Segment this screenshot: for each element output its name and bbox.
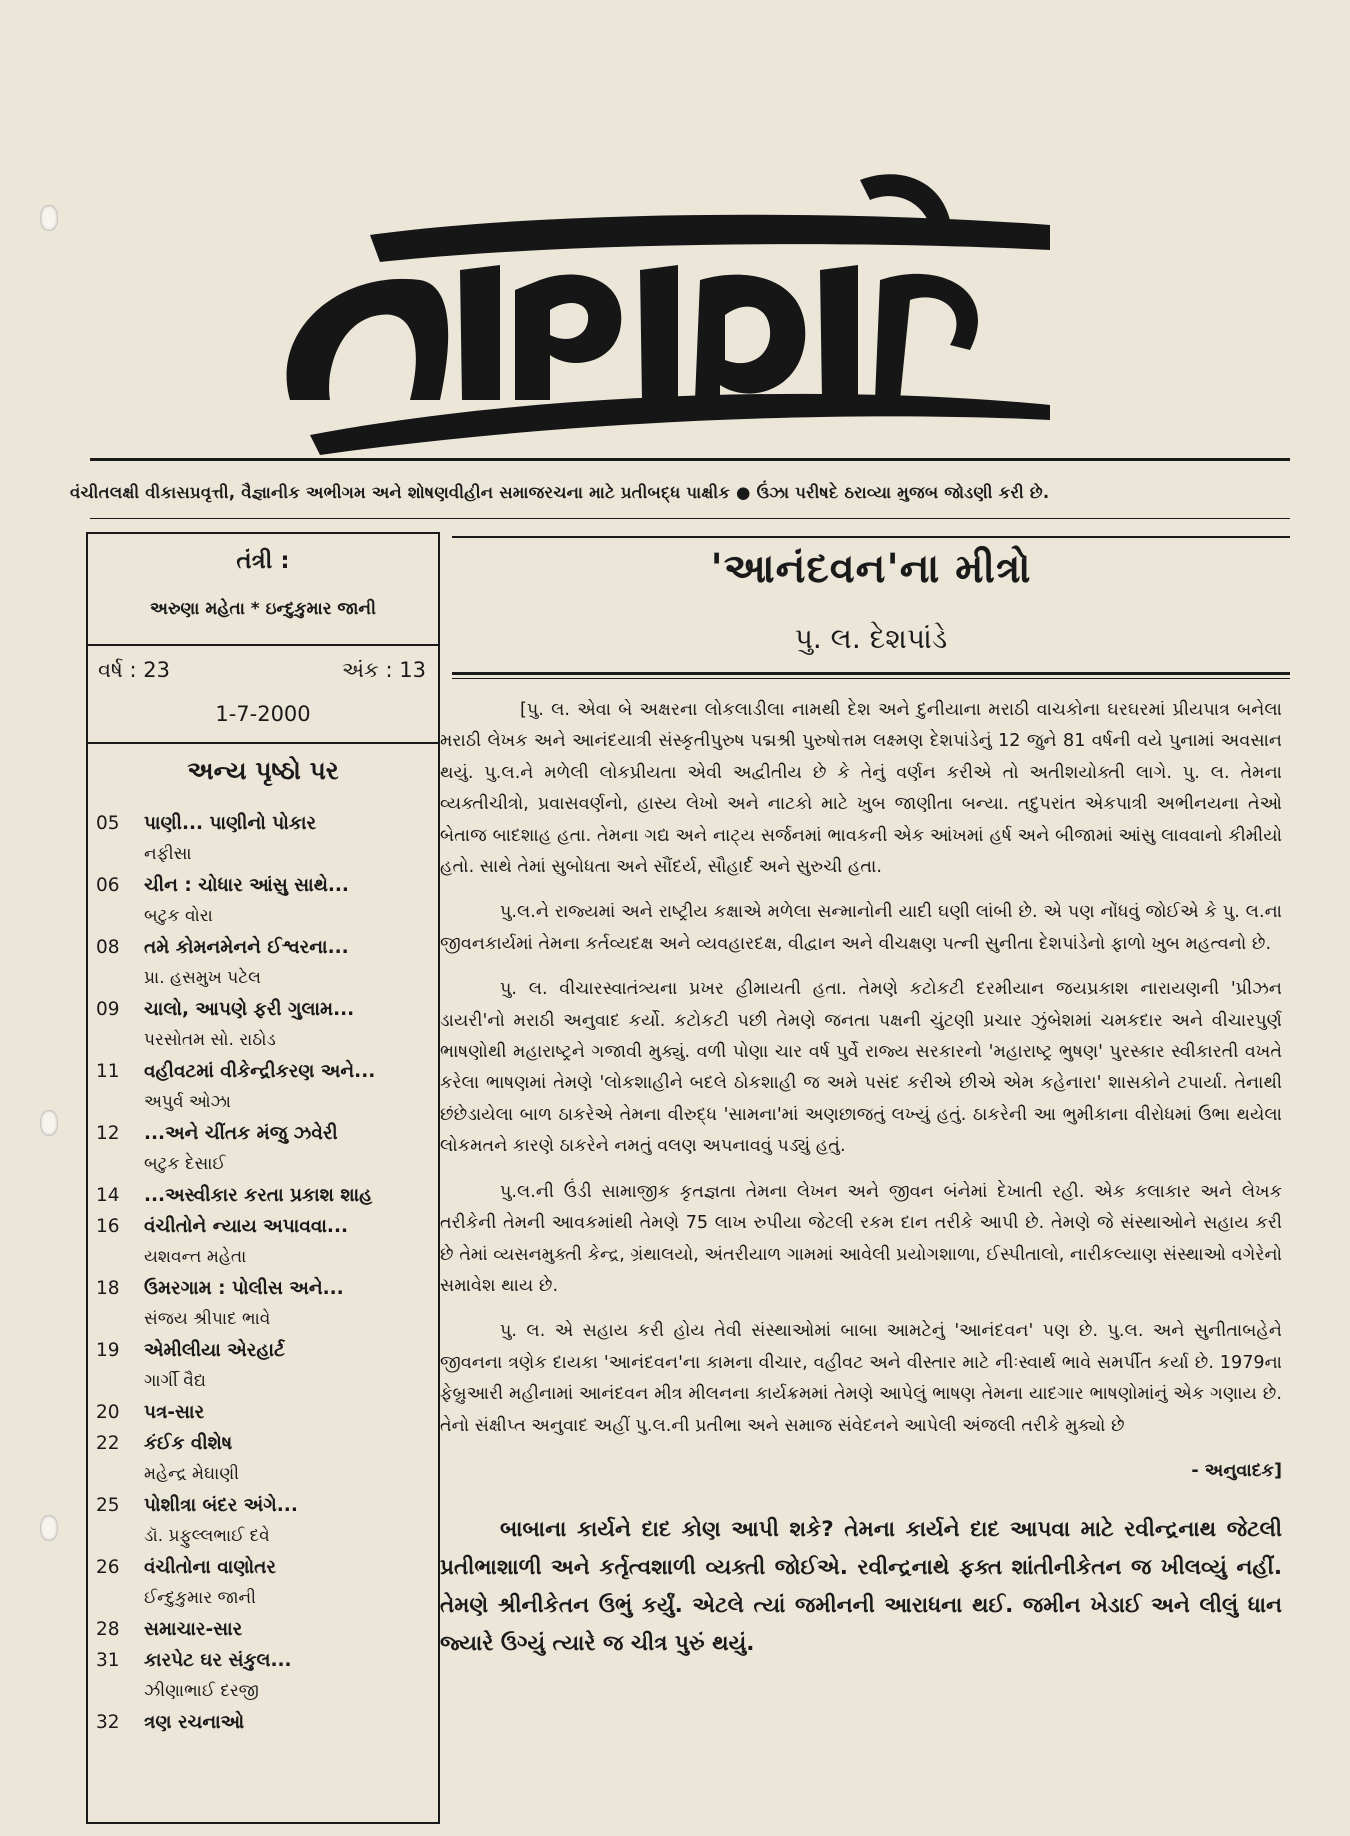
issue-date: 1-7-2000 xyxy=(215,702,311,726)
tagline: વંચીતલક્ષી વીકાસપ્રવૃત્તી, વૈજ્ઞાનીક અભીગમ અને શોષણવીહીન સમાજરચના માટે પ્રતીબદ્ધ પાક્ષીક ● ઉંઝા પરીષદે ઠરાવ્યા મુજબ જોડણી કરી છે. xyxy=(70,483,1050,502)
article-body xyxy=(440,695,1282,1677)
toc-page-number: 11 xyxy=(96,1061,120,1082)
toc-entry-title-row xyxy=(96,1707,434,1738)
toc-entry-title-row xyxy=(96,1397,434,1428)
toc-author: પ્રા. હસમુખ પટેલ xyxy=(144,968,262,988)
article-paragraph: પુ. લ. એ સહાય કરી હોય તેવી સંસ્થાઓમાં બાબા આમટેનું 'આનંદવન' પણ છે. પુ.લ. અને સુનીતાબહેને જીવનના ત્રણેક દાયકા 'આનંદવન'ના કામના વીચાર, વહીવટ અને વીસ્તાર માટે નીઃસ્વાર્થ ભાવે સમર્પીત કર્યા છે. 1979ના ફેબ્રુઆરી મહીનામાં આનંદવન મીત્ર મીલનના કાર્યક્રમમાં તેમણે આપેલું ભાષણ તેમના યાદગાર ભાષણોમાંનું એક ગણાય છે. તેનો સંક્ષીપ્ત અનુવાદ અહીં પુ.લ.ની પ્રતીભા અને સમાજ સંવેદનને આપેલી અંજલી તરીકે મુક્યો છે xyxy=(440,1321,1282,1436)
toc-entry xyxy=(96,1490,434,1552)
toc-entry-title-row xyxy=(96,1614,434,1645)
toc-page-number: 26 xyxy=(96,1557,120,1578)
toc-page-number: 31 xyxy=(96,1650,120,1671)
table-of-contents xyxy=(96,808,434,1738)
header-rule xyxy=(90,458,1290,461)
toc-author: અપુર્વ ઓઝા xyxy=(144,1092,231,1112)
toc-entry-title-row xyxy=(96,1645,434,1676)
toc-page-number: 18 xyxy=(96,1278,120,1299)
toc-entry xyxy=(96,932,434,994)
toc-author: ઝીણાભાઈ દરજી xyxy=(144,1681,259,1701)
toc-title: ઉમરગામ : પોલીસ અને... xyxy=(144,1278,344,1299)
toc-entry-title-row xyxy=(96,1056,434,1087)
toc-title: ચાલો, આપણે ફરી ગુલામ... xyxy=(144,999,355,1020)
toc-entry-title-row xyxy=(96,932,434,963)
toc-author: ગાર્ગી વૈદ્ય xyxy=(144,1371,206,1391)
toc-page-number: 20 xyxy=(96,1402,120,1423)
article-paragraph: પુ.લ.ની ઉંડી સામાજીક કૃતજ્ઞતા તેમના લેખન અને જીવન બંનેમાં દેખાતી રહી. એક કલાકાર અને લેખક તરીકેની તેમની આવકમાંથી તેમણે 75 લાખ રુપીયા જેટલી રકમ દાન તરીકે આપી છે. તેમણે જે સંસ્થાઓને સહાય કરી છે તેમાં વ્યસનમુક્તી કેન્દ્ર, ગ્રંથાલયો, અંતરીયાળ ગામમાં આવેલી પ્રયોગશાળા, ઈસ્પીતાલો, નારીકલ્યાણ સંસ્થાઓ વગેરેનો સમાવેશ થાય છે. xyxy=(440,1181,1282,1296)
article-title: 'આનંદવન'ના મીત્રો xyxy=(710,546,1032,592)
toc-title: વંચીતોના વાણોતર xyxy=(144,1557,276,1578)
toc-page-number: 25 xyxy=(96,1495,120,1516)
toc-page-number: 32 xyxy=(96,1712,120,1733)
toc-page-number: 28 xyxy=(96,1619,120,1640)
contents-heading: અન્ય પૃષ્ઠો પર xyxy=(187,756,339,785)
toc-entry xyxy=(96,1397,434,1428)
editor-names: અરુણા મહેતા * ઇન્દુકુમાર જાની xyxy=(150,599,376,619)
issue-label: અંક : 13 xyxy=(341,658,426,682)
toc-title: ...અને ચીંતક મંજુ ઝવેરી xyxy=(144,1123,338,1144)
toc-entry xyxy=(96,1645,434,1707)
toc-entry xyxy=(96,870,434,932)
article-paragraph: પુ. લ. વીચારસ્વાતંત્ર્યના પ્રખર હીમાયતી હતા. તેમણે કટોકટી દરમીયાન જયપ્રકાશ નારાયણની 'પ્રીઝન ડાયરી'નો મરાઠી અનુવાદ કર્યો. કટોકટી પછી તેમણે જનતા પક્ષની ચુંટણી પ્રચાર ઝુંબેશમાં ચમકદાર અને વીચારપુર્ણ ભાષણોથી મહારાષ્ટ્રને ગજાવી મુક્યું. વળી પોણા ચાર વર્ષ પુર્વે રાજ્ય સરકારનો 'મહારાષ્ટ્ર ભુષણ' પુરસ્કાર સ્વીકારતી વખતે કરેલા ભાષણમાં તેમણે 'લોકશાહીને બદલે ઠોકશાહી જ અમે પસંદ કરીએ છીએ એમ કહેનારા' શાસકોને ટપાર્યા. તેનાથી છંછેડાયેલા બાળ ઠાકરેએ તેમના વીરુદ્ધ 'સામના'માં અણછાજતું લખ્યું હતું. ઠાકરેની આ ભુમીકાના વીરોધમાં ઉભા થયેલા લોકમતને કારણે ઠાકરેને નમતું વલણ અપનાવવું પડ્યું હતું. xyxy=(440,979,1282,1157)
toc-entry xyxy=(96,1428,434,1490)
sidebar-rule xyxy=(88,644,438,646)
toc-title: પત્ર-સાર xyxy=(144,1402,205,1423)
punch-hole xyxy=(40,205,58,231)
toc-title: સમાચાર-સાર xyxy=(144,1619,243,1640)
toc-author: પરસોતમ સો. રાઠોડ xyxy=(144,1030,276,1050)
article-rule xyxy=(452,672,1290,675)
toc-page-number: 16 xyxy=(96,1216,120,1237)
sidebar-rule xyxy=(88,742,438,744)
toc-title: વહીવટમાં વીકેન્દ્રીકરણ અને... xyxy=(144,1061,376,1082)
toc-title: ચીન : ચોધાર આંસુ સાથે... xyxy=(144,875,349,896)
toc-author: બટુક દેસાઈ xyxy=(144,1154,226,1174)
toc-entry-title-row xyxy=(96,1180,434,1211)
toc-entry xyxy=(96,1614,434,1645)
punch-hole xyxy=(40,1110,58,1136)
toc-entry xyxy=(96,994,434,1056)
toc-entry xyxy=(96,1707,434,1738)
toc-author: ઈન્દુકુમાર જાની xyxy=(144,1588,257,1608)
toc-entry xyxy=(96,1056,434,1118)
toc-entry-title-row xyxy=(96,1428,434,1459)
toc-page-number: 08 xyxy=(96,937,120,958)
article-paragraph: પુ.લ.ને રાજ્યમાં અને રાષ્ટ્રીય કક્ષાએ મળેલા સન્માનોની યાદી ઘણી લાંબી છે. એ પણ નોંધવું જોઈએ કે પુ. લ.ના જીવનકાર્યમાં તેમના કર્તવ્યદક્ષ અને વ્યવહારદક્ષ, વીદ્વાન અને વીચક્ષણ પત્ની સુનીતા દેશપાંડેનો ફાળો ખુબ મહત્વનો છે. xyxy=(440,902,1282,954)
masthead-logo xyxy=(250,170,1070,460)
toc-entry-title-row xyxy=(96,1552,434,1583)
toc-entry-title-row xyxy=(96,870,434,901)
toc-author: ડૉ. પ્રફુલ્લભાઈ દવે xyxy=(144,1526,270,1546)
toc-title: વંચીતોને ન્યાય અપાવવા... xyxy=(144,1216,348,1237)
toc-title: પાણી... પાણીનો પોકાર xyxy=(144,813,317,834)
toc-entry xyxy=(96,1552,434,1614)
article-author: પુ. લ. દેશપાંડે xyxy=(794,622,948,655)
article-rule xyxy=(452,678,1290,679)
toc-entry xyxy=(96,808,434,870)
article-rule xyxy=(452,536,1290,538)
toc-entry-title-row xyxy=(96,1490,434,1521)
toc-entry-title-row xyxy=(96,1335,434,1366)
toc-entry xyxy=(96,1335,434,1397)
toc-entry-title-row xyxy=(96,1211,434,1242)
toc-author: નફીસા xyxy=(144,844,192,864)
toc-author: યશવન્ત મહેતા xyxy=(144,1247,247,1267)
toc-title: એમીલીયા એરહાર્ટ xyxy=(144,1340,285,1361)
article-paragraph-large: બાબાના કાર્યને દાદ કોણ આપી શકે? તેમના કાર્યને દાદ આપવા માટે રવીન્દ્રનાથ જેટલી પ્રતીભાશાળી અને કર્તૃત્વશાળી વ્યક્તી જોઈએ. રવીન્દ્રનાથે ફક્ત શાંતીનીકેતન જ ખીલવ્યું નહીં. તેમણે શ્રીનીકેતન ઉભું કર્યું. એટલે ત્યાં જમીનની આરાધના થઈ. જમીન ખેડાઈ અને લીલું ધાન જ્યારે ઉગ્યું ત્યારે જ ચીત્ર પુરું થયું. xyxy=(440,1517,1282,1657)
toc-entry-title-row xyxy=(96,808,434,839)
toc-entry xyxy=(96,1180,434,1211)
toc-page-number: 19 xyxy=(96,1340,120,1361)
toc-author: સંજય શ્રીપાદ ભાવે xyxy=(144,1309,271,1329)
article-paragraph: [પુ. લ. એવા બે અક્ષરના લોકલાડીલા નામથી દેશ અને દુનીયાના મરાઠી વાચકોના ઘરઘરમાં પ્રીયપાત્ર બનેલા મરાઠી લેખક અને આનંદયાત્રી સંસ્કૃતીપુરુષ પદ્મશ્રી પુરુષોત્તમ લક્ષ્મણ દેશપાંડેનું 12 જુને 81 વર્ષની વયે પુનામાં અવસાન થયું. પુ.લ.ને મળેલી લોકપ્રીયતા એવી અદ્વીતીય છે કે તેનું વર્ણન કરીએ તો અતીશયોક્તી લાગે. પુ. લ. તેમના વ્યક્તીચીત્રો, પ્રવાસવર્ણનો, હાસ્ય લેખો અને નાટકો માટે ખુબ જાણીતા બન્યા. તદુપરાંત એકપાત્રી અભીનયના તેઓ બેતાજ બાદશાહ હતા. તેમના ગદ્ય અને નાટ્ય સર્જનમાં ભાવકની એક આંખમાં હર્ષ અને બીજામાં આંસુ લાવવાનો કીમીયો હતો. સાથે તેમાં સુબોધતા અને સૌંદર્ય, સૌહાર્દ અને સુરુચી હતા. xyxy=(440,700,1282,878)
toc-entry xyxy=(96,1118,434,1180)
translator-signature: - અનુવાદક] xyxy=(1191,1460,1282,1481)
toc-entry-title-row xyxy=(96,1273,434,1304)
toc-title: કારપેટ ઘર સંકુલ... xyxy=(144,1650,292,1671)
toc-author: મહેન્દ્ર મેઘાણી xyxy=(144,1464,240,1484)
toc-entry xyxy=(96,1273,434,1335)
toc-title: ...અસ્વીકાર કરતા પ્રકાશ શાહ xyxy=(144,1185,373,1206)
punch-hole xyxy=(40,1515,58,1541)
editor-label: તંત્રી : xyxy=(236,548,290,574)
toc-entry xyxy=(96,1211,434,1273)
toc-author: બટુક વોરા xyxy=(144,906,213,926)
toc-page-number: 14 xyxy=(96,1185,120,1206)
sidebar-box xyxy=(86,532,440,1824)
toc-title: ત્રણ રચનાઓ xyxy=(144,1712,245,1733)
toc-title: તમે કોમનમેનને ઈશ્વરના... xyxy=(144,937,349,958)
toc-page-number: 06 xyxy=(96,875,120,896)
toc-title: કંઈક વીશેષ xyxy=(144,1433,233,1454)
tagline-rule xyxy=(90,518,1290,519)
volume-label: વર્ષ : 23 xyxy=(98,658,170,682)
toc-entry-title-row xyxy=(96,994,434,1025)
toc-page-number: 05 xyxy=(96,813,120,834)
toc-page-number: 12 xyxy=(96,1123,120,1144)
toc-title: પોશીત્રા બંદર અંગે... xyxy=(144,1495,298,1516)
toc-entry-title-row xyxy=(96,1118,434,1149)
toc-page-number: 09 xyxy=(96,999,120,1020)
toc-page-number: 22 xyxy=(96,1433,120,1454)
